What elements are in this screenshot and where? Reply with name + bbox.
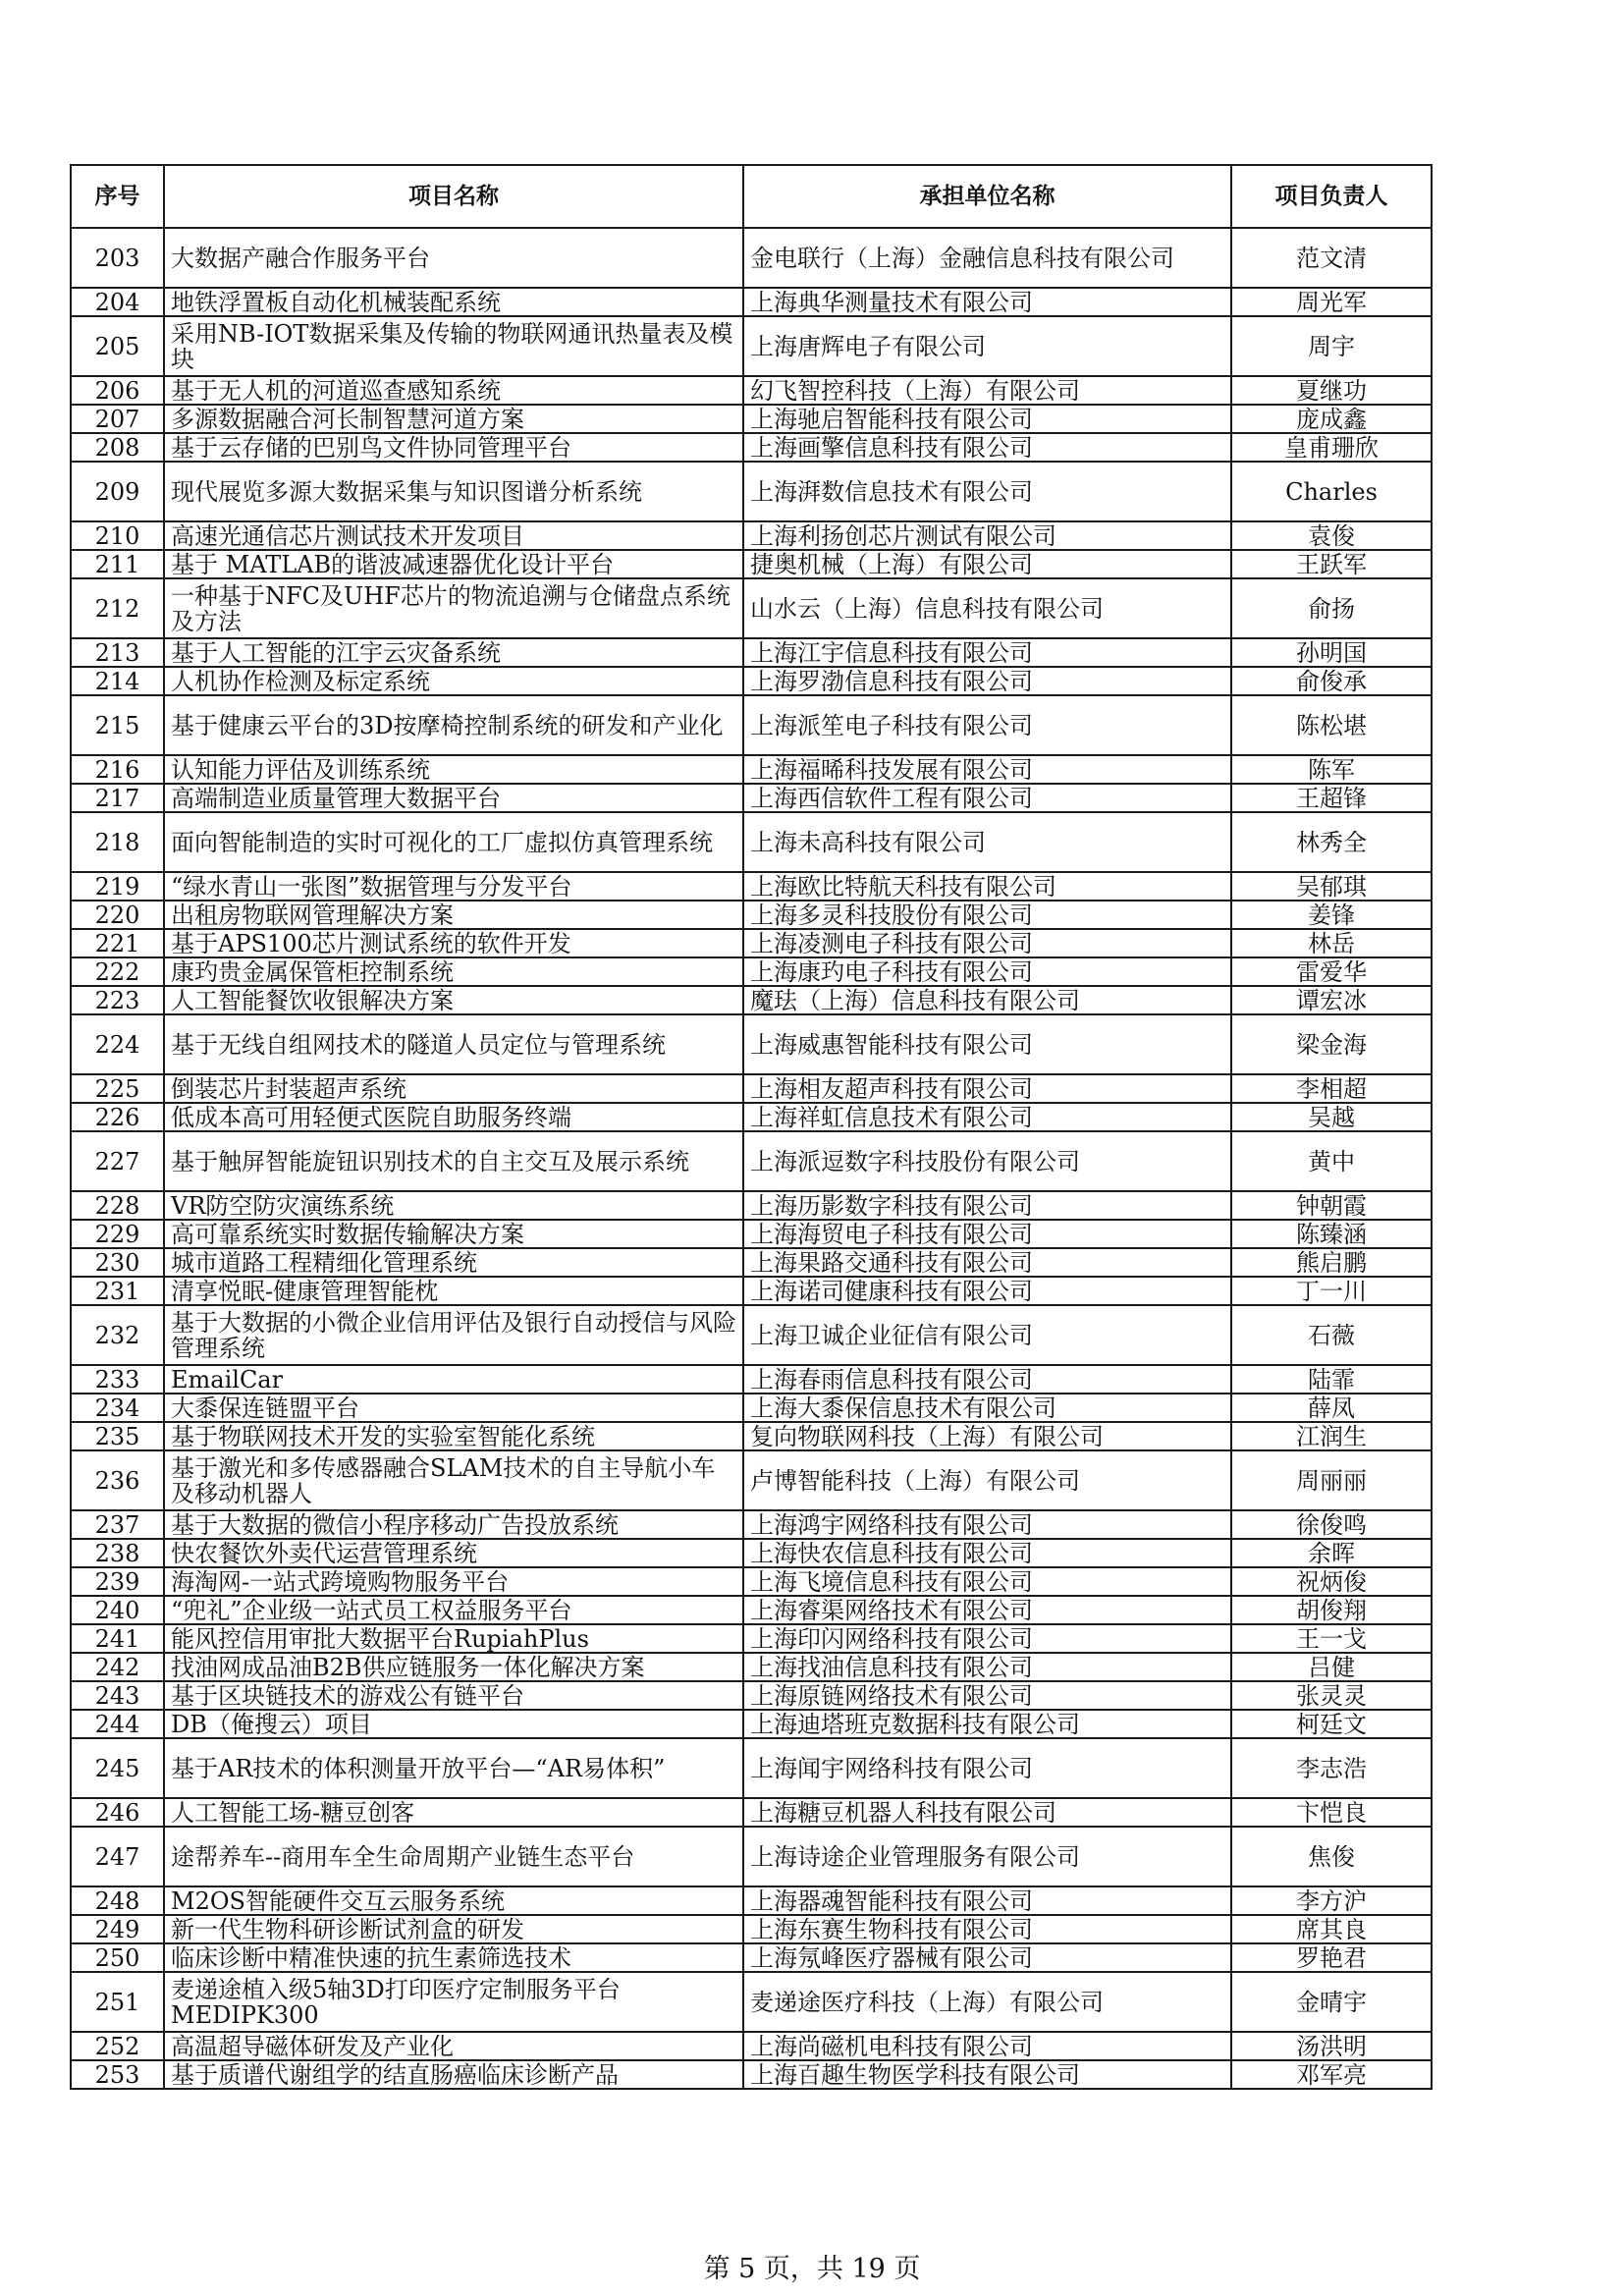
serial-no-cell: 239	[71, 1567, 164, 1596]
project-lead-cell: 席其良	[1231, 1915, 1432, 1943]
project-name-cell: 基于无线自组网技术的隧道人员定位与管理系统	[164, 1014, 743, 1074]
serial-no-cell: 243	[71, 1681, 164, 1710]
table-row	[71, 872, 1432, 901]
project-lead-cell: 谭宏冰	[1231, 986, 1432, 1014]
project-name-cell: 面向智能制造的实时可视化的工厂虚拟仿真管理系统	[164, 812, 743, 872]
project-name-cell: 基于AR技术的体积测量开放平台—“AR易体积”	[164, 1738, 743, 1798]
project-name-cell: 基于人工智能的江宇云灾备系统	[164, 638, 743, 667]
project-lead-cell: 周丽丽	[1231, 1450, 1432, 1510]
table-row	[71, 1972, 1432, 2032]
table-row	[71, 1596, 1432, 1624]
project-name-cell: 麦递途植入级5轴3D打印医疗定制服务平台MEDIPK300	[164, 1972, 743, 2032]
project-name-cell: 认知能力评估及训练系统	[164, 755, 743, 784]
project-lead-cell: 吴郁琪	[1231, 872, 1432, 901]
project-lead-cell: 熊启鹏	[1231, 1248, 1432, 1277]
table-row	[71, 638, 1432, 667]
serial-no-cell: 228	[71, 1191, 164, 1220]
organization-cell: 上海找油信息科技有限公司	[743, 1653, 1231, 1681]
table-row	[71, 316, 1432, 376]
table-row	[71, 1798, 1432, 1827]
organization-cell: 上海利扬创芯片测试有限公司	[743, 521, 1231, 550]
serial-no-cell: 205	[71, 316, 164, 376]
table-row	[71, 667, 1432, 695]
project-lead-cell: 邓军亮	[1231, 2060, 1432, 2089]
project-name-cell: 康玓贵金属保管柜控制系统	[164, 957, 743, 986]
header-project-name: 项目名称	[164, 165, 743, 228]
organization-cell: 上海春雨信息科技有限公司	[743, 1365, 1231, 1394]
project-name-cell: VR防空防灾演练系统	[164, 1191, 743, 1220]
serial-no-cell: 246	[71, 1798, 164, 1827]
project-lead-cell: 吴越	[1231, 1103, 1432, 1131]
table-row	[71, 1567, 1432, 1596]
header-serial-no: 序号	[71, 165, 164, 228]
serial-no-cell: 203	[71, 228, 164, 288]
project-name-cell: 高温超导磁体研发及产业化	[164, 2032, 743, 2060]
organization-cell: 上海印闪网络科技有限公司	[743, 1624, 1231, 1653]
serial-no-cell: 251	[71, 1972, 164, 2032]
organization-cell: 上海果路交通科技有限公司	[743, 1248, 1231, 1277]
organization-cell: 魔珐（上海）信息科技有限公司	[743, 986, 1231, 1014]
organization-cell: 上海福晞科技发展有限公司	[743, 755, 1231, 784]
table-body	[71, 228, 1432, 2089]
project-name-cell: 多源数据融合河长制智慧河道方案	[164, 405, 743, 433]
serial-no-cell: 230	[71, 1248, 164, 1277]
project-name-cell: 海淘网-一站式跨境购物服务平台	[164, 1567, 743, 1596]
table-row	[71, 1103, 1432, 1131]
table-row	[71, 521, 1432, 550]
project-lead-cell: 江润生	[1231, 1422, 1432, 1450]
serial-no-cell: 226	[71, 1103, 164, 1131]
serial-no-cell: 245	[71, 1738, 164, 1798]
project-name-cell: 高端制造业质量管理大数据平台	[164, 784, 743, 812]
project-lead-cell: 钟朝霞	[1231, 1191, 1432, 1220]
table-row	[71, 1738, 1432, 1798]
serial-no-cell: 237	[71, 1510, 164, 1539]
project-name-cell: 现代展览多源大数据采集与知识图谱分析系统	[164, 462, 743, 521]
project-name-cell: 基于大数据的小微企业信用评估及银行自动授信与风险管理系统	[164, 1305, 743, 1365]
organization-cell: 上海尚磁机电科技有限公司	[743, 2032, 1231, 2060]
project-lead-cell: 范文清	[1231, 228, 1432, 288]
serial-no-cell: 231	[71, 1277, 164, 1305]
organization-cell: 上海糖豆机器人科技有限公司	[743, 1798, 1231, 1827]
table-row	[71, 957, 1432, 986]
organization-cell: 上海西信软件工程有限公司	[743, 784, 1231, 812]
table-row	[71, 812, 1432, 872]
project-name-cell: 低成本高可用轻便式医院自助服务终端	[164, 1103, 743, 1131]
project-name-cell: 基于云存储的巴别鸟文件协同管理平台	[164, 433, 743, 462]
table-row	[71, 1624, 1432, 1653]
serial-no-cell: 214	[71, 667, 164, 695]
table-row	[71, 376, 1432, 405]
serial-no-cell: 233	[71, 1365, 164, 1394]
project-name-cell: 城市道路工程精细化管理系统	[164, 1248, 743, 1277]
organization-cell: 上海氖峰医疗器械有限公司	[743, 1943, 1231, 1972]
project-name-cell: 人工智能工场-糖豆创客	[164, 1798, 743, 1827]
serial-no-cell: 206	[71, 376, 164, 405]
project-name-cell: 基于无人机的河道巡查感知系统	[164, 376, 743, 405]
project-lead-cell: 李方沪	[1231, 1886, 1432, 1915]
table-row	[71, 1305, 1432, 1365]
project-name-cell: 出租房物联网管理解决方案	[164, 901, 743, 929]
organization-cell: 上海康玓电子科技有限公司	[743, 957, 1231, 986]
project-lead-cell: 雷爱华	[1231, 957, 1432, 986]
project-name-cell: 基于触屏智能旋钮识别技术的自主交互及展示系统	[164, 1131, 743, 1191]
organization-cell: 上海祥虹信息技术有限公司	[743, 1103, 1231, 1131]
project-lead-cell: 李相超	[1231, 1074, 1432, 1103]
table-row	[71, 462, 1432, 521]
project-lead-cell: 卞恺良	[1231, 1798, 1432, 1827]
serial-no-cell: 204	[71, 288, 164, 316]
organization-cell: 上海东赛生物科技有限公司	[743, 1915, 1231, 1943]
project-name-cell: 地铁浮置板自动化机械装配系统	[164, 288, 743, 316]
serial-no-cell: 247	[71, 1827, 164, 1886]
project-lead-cell: 林秀全	[1231, 812, 1432, 872]
project-lead-cell: 林岳	[1231, 929, 1432, 957]
header-organization: 承担单位名称	[743, 165, 1231, 228]
serial-no-cell: 234	[71, 1394, 164, 1422]
project-lead-cell: 吕健	[1231, 1653, 1432, 1681]
organization-cell: 上海驰启智能科技有限公司	[743, 405, 1231, 433]
project-name-cell: M2OS智能硬件交互云服务系统	[164, 1886, 743, 1915]
project-lead-cell: 陈松堪	[1231, 695, 1432, 755]
organization-cell: 上海多灵科技股份有限公司	[743, 901, 1231, 929]
organization-cell: 上海画擎信息科技有限公司	[743, 433, 1231, 462]
table-row	[71, 1394, 1432, 1422]
organization-cell: 上海罗渤信息科技有限公司	[743, 667, 1231, 695]
project-lead-cell: 罗艳君	[1231, 1943, 1432, 1972]
project-name-cell: 新一代生物科研诊断试剂盒的研发	[164, 1915, 743, 1943]
organization-cell: 上海诗途企业管理服务有限公司	[743, 1827, 1231, 1886]
serial-no-cell: 211	[71, 550, 164, 578]
project-lead-cell: 陈臻涵	[1231, 1220, 1432, 1248]
table-row	[71, 1365, 1432, 1394]
project-lead-cell: 梁金海	[1231, 1014, 1432, 1074]
table-row	[71, 1681, 1432, 1710]
project-lead-cell: 徐俊鸣	[1231, 1510, 1432, 1539]
project-lead-cell: 王跃军	[1231, 550, 1432, 578]
table-row	[71, 901, 1432, 929]
organization-cell: 上海睿渠网络技术有限公司	[743, 1596, 1231, 1624]
project-name-cell: 人工智能餐饮收银解决方案	[164, 986, 743, 1014]
project-name-cell: 大黍保连链盟平台	[164, 1394, 743, 1422]
project-name-cell: 基于大数据的微信小程序移动广告投放系统	[164, 1510, 743, 1539]
organization-cell: 上海快农信息科技有限公司	[743, 1539, 1231, 1567]
organization-cell: 上海派逗数字科技股份有限公司	[743, 1131, 1231, 1191]
organization-cell: 上海湃数信息技术有限公司	[743, 462, 1231, 521]
project-name-cell: 快农餐饮外卖代运营管理系统	[164, 1539, 743, 1567]
project-lead-cell: 李志浩	[1231, 1738, 1432, 1798]
serial-no-cell: 220	[71, 901, 164, 929]
project-lead-cell: 丁一川	[1231, 1277, 1432, 1305]
project-name-cell: DB（俺搜云）项目	[164, 1710, 743, 1738]
organization-cell: 上海威惠智能科技有限公司	[743, 1014, 1231, 1074]
organization-cell: 上海器魂智能科技有限公司	[743, 1886, 1231, 1915]
organization-cell: 上海闻宇网络科技有限公司	[743, 1738, 1231, 1798]
project-name-cell: 临床诊断中精准快速的抗生素筛选技术	[164, 1943, 743, 1972]
header-project-lead: 项目负责人	[1231, 165, 1432, 228]
project-name-cell: 基于APS100芯片测试系统的软件开发	[164, 929, 743, 957]
project-name-cell: 人机协作检测及标定系统	[164, 667, 743, 695]
serial-no-cell: 217	[71, 784, 164, 812]
table-row	[71, 2060, 1432, 2089]
table-row	[71, 1827, 1432, 1886]
serial-no-cell: 232	[71, 1305, 164, 1365]
project-name-cell: 高速光通信芯片测试技术开发项目	[164, 521, 743, 550]
project-lead-cell: 袁俊	[1231, 521, 1432, 550]
serial-no-cell: 252	[71, 2032, 164, 2060]
serial-no-cell: 213	[71, 638, 164, 667]
project-lead-cell: 陈军	[1231, 755, 1432, 784]
table-row	[71, 1943, 1432, 1972]
organization-cell: 上海江宇信息科技有限公司	[743, 638, 1231, 667]
serial-no-cell: 236	[71, 1450, 164, 1510]
project-lead-cell: 王超锋	[1231, 784, 1432, 812]
organization-cell: 复向物联网科技（上海）有限公司	[743, 1422, 1231, 1450]
serial-no-cell: 216	[71, 755, 164, 784]
serial-no-cell: 207	[71, 405, 164, 433]
project-lead-cell: 余晖	[1231, 1539, 1432, 1567]
table-row	[71, 550, 1432, 578]
table-header-row	[71, 165, 1432, 228]
project-lead-cell: 汤洪明	[1231, 2032, 1432, 2060]
serial-no-cell: 227	[71, 1131, 164, 1191]
project-lead-cell: 石薇	[1231, 1305, 1432, 1365]
organization-cell: 上海原链网络技术有限公司	[743, 1681, 1231, 1710]
serial-no-cell: 215	[71, 695, 164, 755]
project-name-cell: “兜礼”企业级一站式员工权益服务平台	[164, 1596, 743, 1624]
table-row	[71, 578, 1432, 638]
serial-no-cell: 221	[71, 929, 164, 957]
table-row	[71, 1220, 1432, 1248]
project-name-cell: 基于健康云平台的3D按摩椅控制系统的研发和产业化	[164, 695, 743, 755]
organization-cell: 上海凌测电子科技有限公司	[743, 929, 1231, 957]
table-row	[71, 1191, 1432, 1220]
serial-no-cell: 218	[71, 812, 164, 872]
project-name-cell: 基于质谱代谢组学的结直肠癌临床诊断产品	[164, 2060, 743, 2089]
serial-no-cell: 210	[71, 521, 164, 550]
serial-no-cell: 224	[71, 1014, 164, 1074]
organization-cell: 金电联行（上海）金融信息科技有限公司	[743, 228, 1231, 288]
organization-cell: 上海鸿宇网络科技有限公司	[743, 1510, 1231, 1539]
table-row	[71, 1915, 1432, 1943]
organization-cell: 上海诺司健康科技有限公司	[743, 1277, 1231, 1305]
project-lead-cell: 庞成鑫	[1231, 405, 1432, 433]
organization-cell: 卢博智能科技（上海）有限公司	[743, 1450, 1231, 1510]
table-row	[71, 1131, 1432, 1191]
table-row	[71, 1653, 1432, 1681]
serial-no-cell: 238	[71, 1539, 164, 1567]
project-lead-cell: 王一戈	[1231, 1624, 1432, 1653]
project-lead-cell: Charles	[1231, 462, 1432, 521]
project-table	[70, 164, 1433, 2090]
project-lead-cell: 周光军	[1231, 288, 1432, 316]
table-row	[71, 1422, 1432, 1450]
table-row	[71, 1277, 1432, 1305]
serial-no-cell: 222	[71, 957, 164, 986]
table-row	[71, 695, 1432, 755]
project-name-cell: 清享悦眠-健康管理智能枕	[164, 1277, 743, 1305]
serial-no-cell: 240	[71, 1596, 164, 1624]
project-name-cell: 找油网成品油B2B供应链服务一体化解决方案	[164, 1653, 743, 1681]
organization-cell: 上海未高科技有限公司	[743, 812, 1231, 872]
organization-cell: 上海大黍保信息技术有限公司	[743, 1394, 1231, 1422]
project-name-cell: 基于 MATLAB的谐波减速器优化设计平台	[164, 550, 743, 578]
project-name-cell: 途帮养车--商用车全生命周期产业链生态平台	[164, 1827, 743, 1886]
project-name-cell: “绿水青山一张图”数据管理与分发平台	[164, 872, 743, 901]
project-name-cell: 基于物联网技术开发的实验室智能化系统	[164, 1422, 743, 1450]
serial-no-cell: 235	[71, 1422, 164, 1450]
table-row	[71, 1710, 1432, 1738]
serial-no-cell: 208	[71, 433, 164, 462]
project-lead-cell: 俞俊承	[1231, 667, 1432, 695]
project-name-cell: 采用NB-IOT数据采集及传输的物联网通讯热量表及模块	[164, 316, 743, 376]
serial-no-cell: 229	[71, 1220, 164, 1248]
project-lead-cell: 柯廷文	[1231, 1710, 1432, 1738]
project-lead-cell: 焦俊	[1231, 1827, 1432, 1886]
serial-no-cell: 250	[71, 1943, 164, 1972]
organization-cell: 上海历影数字科技有限公司	[743, 1191, 1231, 1220]
organization-cell: 上海迪塔班克数据科技有限公司	[743, 1710, 1231, 1738]
table-row	[71, 784, 1432, 812]
table-row	[71, 405, 1432, 433]
table-row	[71, 1539, 1432, 1567]
serial-no-cell: 242	[71, 1653, 164, 1681]
organization-cell: 上海唐辉电子有限公司	[743, 316, 1231, 376]
project-lead-cell: 俞扬	[1231, 578, 1432, 638]
serial-no-cell: 241	[71, 1624, 164, 1653]
project-lead-cell: 皇甫珊欣	[1231, 433, 1432, 462]
organization-cell: 幻飞智控科技（上海）有限公司	[743, 376, 1231, 405]
organization-cell: 上海卫诚企业征信有限公司	[743, 1305, 1231, 1365]
table-row	[71, 288, 1432, 316]
organization-cell: 上海典华测量技术有限公司	[743, 288, 1231, 316]
project-name-cell: 倒装芯片封装超声系统	[164, 1074, 743, 1103]
table-row	[71, 1248, 1432, 1277]
project-lead-cell: 金晴宇	[1231, 1972, 1432, 2032]
table-row	[71, 929, 1432, 957]
organization-cell: 捷奥机械（上海）有限公司	[743, 550, 1231, 578]
serial-no-cell: 223	[71, 986, 164, 1014]
organization-cell: 麦递途医疗科技（上海）有限公司	[743, 1972, 1231, 2032]
table-row	[71, 755, 1432, 784]
table-row	[71, 228, 1432, 288]
serial-no-cell: 248	[71, 1886, 164, 1915]
project-name-cell: 基于激光和多传感器融合SLAM技术的自主导航小车及移动机器人	[164, 1450, 743, 1510]
project-lead-cell: 孙明国	[1231, 638, 1432, 667]
serial-no-cell: 209	[71, 462, 164, 521]
project-name-cell: 大数据产融合作服务平台	[164, 228, 743, 288]
organization-cell: 上海相友超声科技有限公司	[743, 1074, 1231, 1103]
page-number-footer: 第 5 页，共 19 页	[703, 2254, 921, 2284]
table-row	[71, 1014, 1432, 1074]
table-row	[71, 433, 1432, 462]
table-row	[71, 2032, 1432, 2060]
table-row	[71, 986, 1432, 1014]
table-row	[71, 1886, 1432, 1915]
organization-cell: 上海飞境信息科技有限公司	[743, 1567, 1231, 1596]
table-row	[71, 1074, 1432, 1103]
project-lead-cell: 周宇	[1231, 316, 1432, 376]
project-lead-cell: 陆霏	[1231, 1365, 1432, 1394]
project-lead-cell: 薛凤	[1231, 1394, 1432, 1422]
project-name-cell: 一种基于NFC及UHF芯片的物流追溯与仓储盘点系统及方法	[164, 578, 743, 638]
project-name-cell: 高可靠系统实时数据传输解决方案	[164, 1220, 743, 1248]
serial-no-cell: 219	[71, 872, 164, 901]
project-lead-cell: 祝炳俊	[1231, 1567, 1432, 1596]
organization-cell: 上海百趣生物医学科技有限公司	[743, 2060, 1231, 2089]
serial-no-cell: 253	[71, 2060, 164, 2089]
project-lead-cell: 张灵灵	[1231, 1681, 1432, 1710]
project-lead-cell: 黄中	[1231, 1131, 1432, 1191]
serial-no-cell: 244	[71, 1710, 164, 1738]
table-row	[71, 1510, 1432, 1539]
project-name-cell: 能风控信用审批大数据平台RupiahPlus	[164, 1624, 743, 1653]
organization-cell: 上海派笙电子科技有限公司	[743, 695, 1231, 755]
project-lead-cell: 夏继功	[1231, 376, 1432, 405]
organization-cell: 山水云（上海）信息科技有限公司	[743, 578, 1231, 638]
serial-no-cell: 225	[71, 1074, 164, 1103]
project-name-cell: EmailCar	[164, 1365, 743, 1394]
project-name-cell: 基于区块链技术的游戏公有链平台	[164, 1681, 743, 1710]
project-lead-cell: 姜锋	[1231, 901, 1432, 929]
organization-cell: 上海海贸电子科技有限公司	[743, 1220, 1231, 1248]
serial-no-cell: 249	[71, 1915, 164, 1943]
serial-no-cell: 212	[71, 578, 164, 638]
project-lead-cell: 胡俊翔	[1231, 1596, 1432, 1624]
table-row	[71, 1450, 1432, 1510]
organization-cell: 上海欧比特航天科技有限公司	[743, 872, 1231, 901]
